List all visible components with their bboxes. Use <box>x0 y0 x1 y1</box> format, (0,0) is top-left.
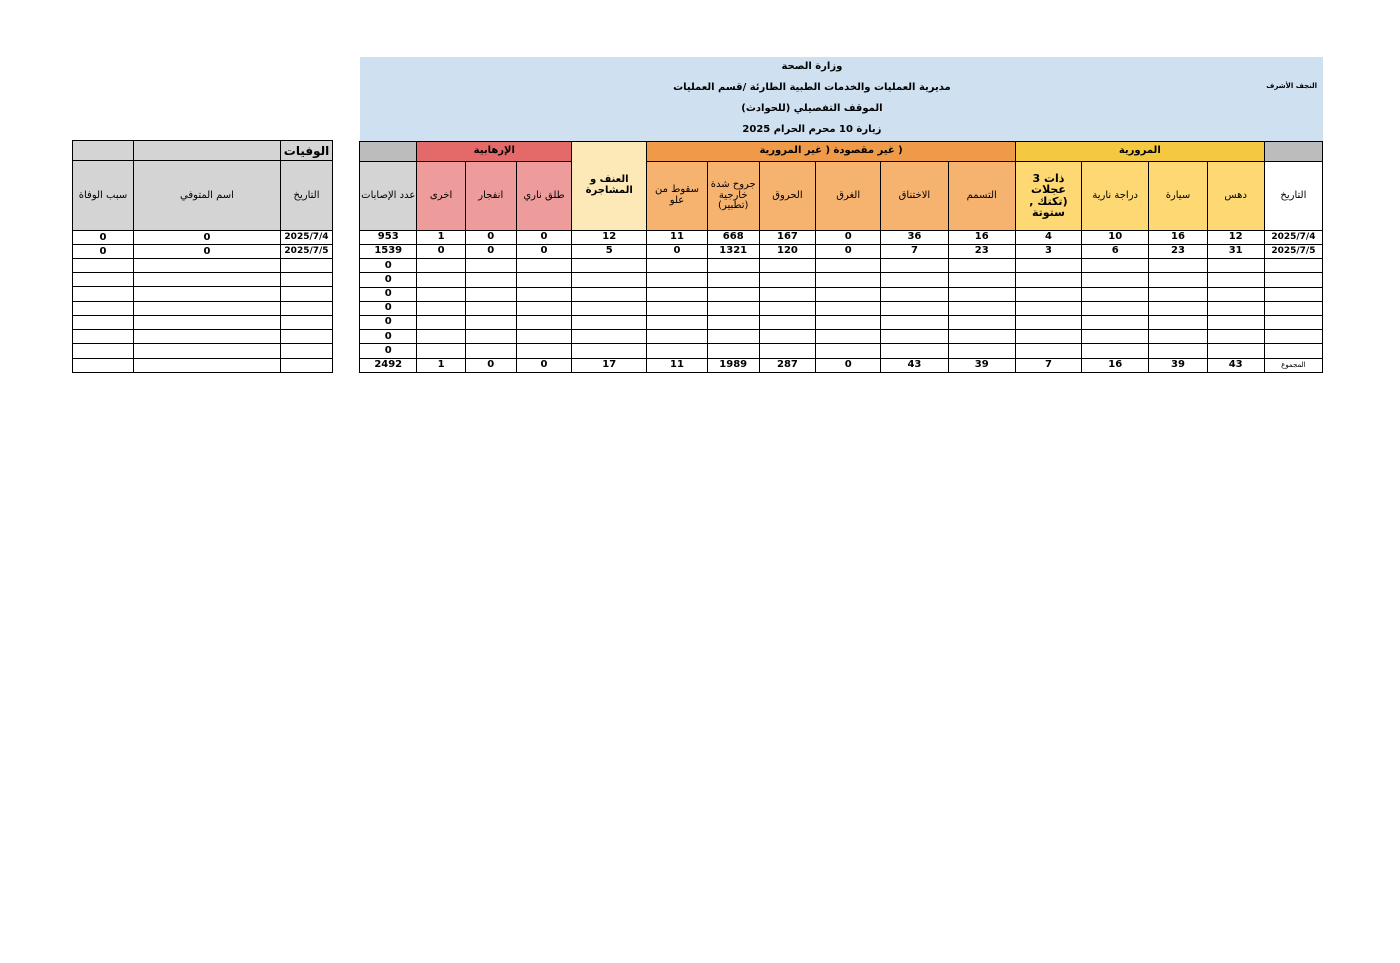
cell-fall: 0 <box>647 245 707 259</box>
cell-violence: 5 <box>572 245 647 259</box>
death-cause: 0 <box>73 244 134 258</box>
sum-run-over: 43 <box>1207 358 1264 372</box>
deaths-col-name: اسم المتوفي <box>134 161 281 230</box>
cell-total: 0 <box>360 287 417 301</box>
sum-fall: 11 <box>647 358 707 372</box>
cell-three-wheel: 4 <box>1015 230 1081 244</box>
col-fall: سقوط من علو <box>647 161 707 230</box>
cell-suffocation: 7 <box>881 245 948 259</box>
sum-row <box>360 358 1323 372</box>
group-traffic: المرورية <box>1015 141 1264 161</box>
cell-burns: 167 <box>759 230 815 244</box>
group-terror: الإرهابية <box>417 141 572 161</box>
table-row <box>73 244 333 258</box>
cell-total: 0 <box>360 344 417 358</box>
table-row <box>360 259 1323 273</box>
sum-three-wheel: 7 <box>1015 358 1081 372</box>
cell-explosion: 0 <box>465 245 516 259</box>
sum-burns: 287 <box>759 358 815 372</box>
col-total-injuries: عدد الإصابات <box>360 161 417 230</box>
incident-report-table <box>359 57 1323 373</box>
table-row <box>73 315 333 329</box>
cell-gunshot: 0 <box>516 245 571 259</box>
death-date: 2025/7/4 <box>281 230 333 244</box>
col-three-wheel: ذات 3 عجلات (تكتك , ستوتة <box>1015 161 1081 230</box>
table-row <box>73 230 333 244</box>
sum-car: 39 <box>1149 358 1207 372</box>
table-row <box>73 344 333 358</box>
cell-car: 16 <box>1149 230 1207 244</box>
table-row <box>360 330 1323 344</box>
cell-poisoning: 23 <box>948 245 1015 259</box>
cell-run-over: 31 <box>1207 245 1264 259</box>
sum-drowning: 0 <box>816 358 881 372</box>
group-date-blank <box>1264 141 1322 161</box>
table-row <box>73 287 333 301</box>
death-date: 2025/7/5 <box>281 244 333 258</box>
sum-poisoning: 39 <box>948 358 1015 372</box>
deaths-table <box>72 140 333 373</box>
cell-violence: 12 <box>572 230 647 244</box>
col-car: سيارة <box>1149 161 1207 230</box>
cell-burns: 120 <box>759 245 815 259</box>
table-row <box>73 301 333 315</box>
sum-suffocation: 43 <box>881 358 948 372</box>
death-cause: 0 <box>73 230 134 244</box>
sum-total: 2492 <box>360 358 417 372</box>
cell-external-wounds: 1321 <box>707 245 759 259</box>
deaths-col-cause: سبب الوفاة <box>73 161 134 230</box>
row-date: 2025/7/5 <box>1264 245 1322 259</box>
sum-other: 1 <box>417 358 465 372</box>
group-total-blank <box>360 141 417 161</box>
sum-gunshot: 0 <box>516 358 571 372</box>
table-row <box>360 273 1323 287</box>
col-date: التاريخ <box>1264 161 1322 230</box>
cell-total: 0 <box>360 301 417 315</box>
col-drowning: الغرق <box>816 161 881 230</box>
table-row <box>73 273 333 287</box>
cell-poisoning: 16 <box>948 230 1015 244</box>
deaths-col-date: التاريخ <box>281 161 333 230</box>
death-name: 0 <box>134 244 281 258</box>
cell-three-wheel: 3 <box>1015 245 1081 259</box>
death-name: 0 <box>134 230 281 244</box>
table-row <box>73 358 333 372</box>
table-row <box>360 316 1323 330</box>
report-type-title: الموقف التفصيلي (للحوادث) <box>360 99 1265 120</box>
sum-label: المجموع <box>1264 358 1322 372</box>
occasion-title: زيارة 10 محرم الحرام 2025 <box>360 120 1265 141</box>
col-suffocation: الاختناق <box>881 161 948 230</box>
group-violence: العنف و المشاجرة <box>572 141 647 230</box>
col-other: اخرى <box>417 161 465 230</box>
cell-motorcycle: 10 <box>1082 230 1149 244</box>
col-explosion: انفجار <box>465 161 516 230</box>
group-non-traffic: ( غير مقصودة ( غير المرورية <box>647 141 1015 161</box>
table-row <box>360 287 1323 301</box>
cell-drowning: 0 <box>816 230 881 244</box>
ministry-title: وزارة الصحة <box>360 57 1265 78</box>
cell-total: 0 <box>360 330 417 344</box>
sum-external-wounds: 1989 <box>707 358 759 372</box>
cell-external-wounds: 668 <box>707 230 759 244</box>
table-row <box>360 245 1323 259</box>
cell-car: 23 <box>1149 245 1207 259</box>
table-row <box>360 344 1323 358</box>
row-date: 2025/7/4 <box>1264 230 1322 244</box>
table-row <box>360 301 1323 315</box>
cell-explosion: 0 <box>465 230 516 244</box>
col-motorcycle: دراجة نارية <box>1082 161 1149 230</box>
cell-drowning: 0 <box>816 245 881 259</box>
table-row <box>73 259 333 273</box>
sum-motorcycle: 16 <box>1082 358 1149 372</box>
cell-suffocation: 36 <box>881 230 948 244</box>
cell-total: 0 <box>360 316 417 330</box>
col-burns: الحروق <box>759 161 815 230</box>
table-row <box>73 330 333 344</box>
col-external-wounds: جروح شدة خارجية (تطبير) <box>707 161 759 230</box>
cell-total: 1539 <box>360 245 417 259</box>
deaths-title: الوفيات <box>281 141 333 161</box>
cell-other: 0 <box>417 245 465 259</box>
province-label: النجف الأشرف <box>1264 57 1322 141</box>
cell-total: 0 <box>360 259 417 273</box>
col-gunshot: طلق ناري <box>516 161 571 230</box>
cell-other: 1 <box>417 230 465 244</box>
cell-total: 0 <box>360 273 417 287</box>
cell-motorcycle: 6 <box>1082 245 1149 259</box>
table-row <box>360 230 1323 244</box>
col-poisoning: التسمم <box>948 161 1015 230</box>
sum-violence: 17 <box>572 358 647 372</box>
directorate-title: مديرية العمليات والخدمات الطبية الطارئة /قسم العمليات <box>360 78 1265 98</box>
cell-total: 953 <box>360 230 417 244</box>
cell-run-over: 12 <box>1207 230 1264 244</box>
cell-fall: 11 <box>647 230 707 244</box>
sum-explosion: 0 <box>465 358 516 372</box>
col-run-over: دهس <box>1207 161 1264 230</box>
cell-gunshot: 0 <box>516 230 571 244</box>
